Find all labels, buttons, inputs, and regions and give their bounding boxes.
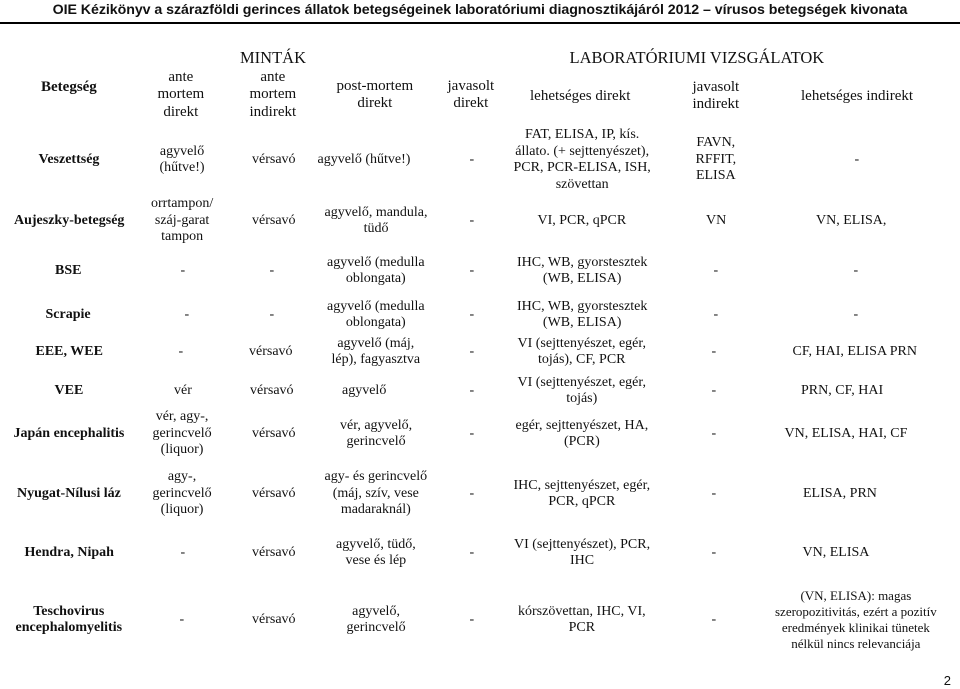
row-3-ante-direkt: [185, 307, 190, 324]
header-javasolt-indirekt-line: javasolt: [692, 78, 740, 95]
row-9-lehetseges-indirekt-line: (VN, ELISA): magas: [800, 588, 912, 603]
header-javasolt-indirekt: [693, 79, 740, 114]
row-8-ante-indirekt: [252, 545, 296, 562]
row-9-lehetseges-indirekt-line: nélkül nincs relevanciája: [791, 636, 921, 651]
row-1-lehetseges-indirekt-line: VN, ELISA,: [816, 212, 887, 228]
row-8-javasolt-direkt-line: -: [469, 544, 475, 560]
header-lehetseges-direkt: [530, 88, 630, 105]
row-7-javasolt-direkt-line: -: [469, 485, 475, 501]
row-5-ante-indirekt-line: vérsavó: [250, 382, 294, 398]
row-5-lehetseges-direkt: [518, 375, 647, 408]
header-lehetseges-indirekt-line: lehetséges indirekt: [801, 87, 914, 104]
row-9-lehetseges-direkt-line: kórszövettan, IHC, VI,: [518, 603, 646, 619]
header-ante-direkt: [158, 69, 205, 122]
row-2-javasolt-indirekt: [714, 263, 719, 280]
row-0-ante-direkt: [160, 144, 205, 177]
row-1-lehetseges-indirekt: [816, 213, 886, 230]
row-9-post-direkt-line: agyvelő,: [352, 603, 400, 619]
row-5-lehetseges-direkt-line: VI (sejttenyészet, egér,: [517, 374, 646, 390]
row-7-ante-direkt-line: (liquor): [160, 502, 204, 518]
row-4-ante-direkt: [179, 344, 184, 361]
row-6-lehetseges-direkt: [516, 418, 649, 451]
row-2-ante-indirekt: [270, 263, 275, 280]
row-5-post-direkt-line: agyvelő: [342, 382, 387, 398]
row-0-ante-direkt-line: agyvelő: [159, 143, 205, 159]
row-3-javasolt-indirekt: [714, 307, 719, 324]
row-3-ante-indirekt-line: -: [269, 306, 275, 322]
row-6-javasolt-direkt-line: -: [469, 425, 475, 441]
header-betegseg: [41, 79, 97, 96]
row-2-javasolt-direkt: [470, 263, 475, 280]
header-lab-line: LABORATÓRIUMI VIZSGÁLATOK: [569, 47, 825, 67]
row-6-post-direkt: [340, 418, 412, 451]
header-ante-indirekt-line: mortem: [249, 86, 297, 103]
row-9-disease-line: encephalomyelitis: [15, 620, 123, 635]
row-6-lehetseges-indirekt: [785, 426, 908, 443]
row-0-disease-line: Veszettség: [38, 151, 100, 167]
row-5-lehetseges-indirekt: [801, 383, 883, 400]
row-0-lehetseges-direkt-line: FAT, ELISA, IP, kís.: [525, 127, 640, 142]
row-8-lehetseges-direkt-line: VI (sejttenyészet), PCR,: [514, 536, 651, 552]
row-1-ante-indirekt: [252, 213, 296, 230]
title-rule: [0, 22, 960, 24]
row-5-javasolt-direkt-line: -: [469, 382, 475, 398]
row-6-disease-line: Japán encephalitis: [13, 425, 125, 441]
row-4-lehetseges-direkt-line: tojás), CF, PCR: [537, 352, 626, 367]
header-post-direkt-line: direkt: [357, 95, 393, 111]
row-8-post-direkt-line: vese és lép: [345, 553, 407, 568]
row-9-javasolt-indirekt-line: -: [711, 611, 717, 627]
row-9-javasolt-direkt: [470, 612, 475, 629]
row-7-javasolt-indirekt: [712, 486, 717, 503]
row-7-lehetseges-indirekt: [803, 486, 877, 503]
row-6-ante-direkt: [153, 409, 212, 459]
row-5-lehetseges-direkt-line: tojás): [566, 391, 598, 406]
row-2-disease-line: BSE: [55, 262, 82, 278]
row-8-disease: [25, 545, 114, 562]
header-ante-direkt-line: ante: [168, 68, 194, 85]
row-3-javasolt-indirekt-line: -: [713, 306, 719, 322]
row-8-ante-indirekt-line: vérsavó: [252, 544, 296, 560]
row-6-javasolt-indirekt: [712, 426, 717, 443]
row-2-javasolt-indirekt-line: -: [713, 262, 719, 278]
row-7-disease: [17, 486, 121, 503]
row-9-lehetseges-direkt: [518, 604, 646, 637]
row-3-lehetseges-direkt-line: (WB, ELISA): [542, 315, 622, 330]
row-1-post-direkt-line: tüdő: [363, 221, 389, 236]
row-9-lehetseges-direkt-line: PCR: [568, 620, 596, 635]
row-7-ante-indirekt-line: vérsavó: [252, 485, 296, 501]
row-2-disease: [55, 263, 81, 280]
row-4-post-direkt-line: agyvelő (máj,: [337, 335, 415, 351]
row-0-ante-direkt-line: (hűtve!): [159, 160, 205, 175]
row-2-ante-direkt-line: -: [180, 262, 186, 278]
header-post-direkt: [337, 78, 414, 113]
row-8-ante-direkt-line: -: [180, 544, 186, 560]
header-post-direkt-line: post-mortem: [336, 77, 414, 94]
row-0-lehetseges-indirekt: [855, 152, 860, 169]
row-3-disease: [46, 307, 91, 324]
row-0-ante-indirekt-line: vérsavó: [252, 151, 296, 167]
row-1-javasolt-direkt: [470, 213, 475, 230]
row-8-lehetseges-indirekt-line: VN, ELISA: [802, 544, 870, 560]
row-4-ante-indirekt: [249, 344, 293, 361]
page-title: OIE Kézikönyv a szárazföldi gerinces állatok betegségeinek laboratóriumi diagnosztikájáról 2012 – vírusos betegségek kivonata: [52, 2, 908, 18]
row-8-post-direkt-line: agyvelő, tüdő,: [336, 536, 416, 552]
row-3-post-direkt-line: oblongata): [345, 315, 406, 330]
row-9-post-direkt-line: gerincvelő: [346, 620, 406, 635]
row-6-javasolt-direkt: [470, 426, 475, 443]
row-9-javasolt-direkt-line: -: [469, 611, 475, 627]
row-4-post-direkt: [332, 336, 421, 369]
row-1-ante-direkt-line: orrtampon/: [151, 196, 214, 212]
row-7-ante-indirekt: [252, 486, 296, 503]
row-0-javasolt-indirekt-line: ELISA: [695, 168, 736, 184]
row-9-lehetseges-indirekt: [775, 588, 937, 652]
row-4-disease: [36, 344, 103, 361]
row-0-post-direkt: [318, 152, 411, 169]
row-5-javasolt-indirekt-line: -: [711, 382, 717, 398]
row-4-lehetseges-direkt: [518, 336, 647, 369]
row-3-ante-direkt-line: -: [184, 306, 190, 322]
row-9-javasolt-indirekt: [712, 612, 717, 629]
row-1-ante-direkt-line: tampon: [161, 229, 204, 245]
row-2-post-direkt: [327, 255, 425, 288]
row-5-ante-direkt: [174, 383, 192, 400]
row-1-post-direkt-line: agyvelő, mandula,: [324, 204, 428, 220]
row-6-post-direkt-line: gerincvelő: [346, 434, 406, 449]
row-3-lehetseges-indirekt-line: -: [853, 306, 859, 322]
row-4-lehetseges-direkt-line: VI (sejttenyészet, egér,: [517, 335, 646, 351]
header-ante-indirekt-line: indirekt: [249, 103, 297, 120]
row-2-javasolt-direkt-line: -: [469, 262, 475, 278]
row-5-lehetseges-indirekt-line: PRN, CF, HAI: [801, 382, 884, 398]
row-0-javasolt-direkt: [470, 152, 475, 169]
row-0-lehetseges-direkt-line: állato. (+ sejttenyészet),: [515, 143, 650, 159]
header-javasolt-direkt-line: direkt: [453, 95, 489, 111]
row-4-post-direkt-line: lép), fagyasztva: [331, 352, 421, 367]
row-7-javasolt-direkt: [470, 486, 475, 503]
row-0-javasolt-indirekt: [696, 135, 737, 185]
header-mintak-line: MINTÁK: [240, 47, 306, 67]
row-4-ante-indirekt-line: vérsavó: [249, 343, 293, 359]
row-1-disease: [14, 213, 124, 230]
row-9-ante-direkt: [180, 612, 185, 629]
header-ante-indirekt-line: ante: [260, 68, 286, 85]
row-1-javasolt-indirekt: [706, 213, 726, 230]
row-7-lehetseges-direkt: [514, 478, 651, 511]
row-8-disease-line: Hendra, Nipah: [24, 544, 114, 560]
page-number: 2: [943, 673, 951, 688]
row-6-lehetseges-direkt-line: (PCR): [563, 434, 600, 449]
header-betegseg-line: Betegség: [41, 78, 97, 95]
row-2-lehetseges-direkt: [517, 255, 647, 288]
row-7-ante-direkt: [153, 469, 212, 519]
row-4-javasolt-indirekt-line: -: [711, 343, 717, 359]
header-javasolt-direkt: [448, 78, 495, 113]
header-lab: [569, 47, 825, 67]
row-5-ante-direkt-line: vér: [174, 382, 192, 398]
row-0-lehetseges-direkt-line: szövettan: [555, 176, 609, 192]
row-9-ante-indirekt-line: vérsavó: [252, 611, 296, 627]
row-5-ante-indirekt: [250, 383, 294, 400]
row-8-post-direkt: [336, 537, 416, 570]
row-3-post-direkt: [327, 299, 425, 332]
row-4-disease-line: EEE, WEE: [35, 343, 103, 359]
row-4-javasolt-direkt: [470, 344, 475, 361]
row-4-javasolt-direkt-line: -: [469, 343, 475, 359]
row-1-ante-direkt: [151, 196, 213, 246]
row-1-ante-direkt-line: száj-garat: [154, 212, 210, 228]
row-8-lehetseges-direkt: [514, 537, 650, 570]
row-8-ante-direkt: [181, 545, 186, 562]
row-7-lehetseges-direkt-line: IHC, sejttenyészet, egér,: [513, 477, 651, 493]
row-0-javasolt-indirekt-line: FAVN,: [696, 135, 736, 151]
row-7-ante-direkt-line: agy-,: [167, 469, 197, 485]
header-ante-direkt-line: mortem: [157, 86, 205, 103]
row-6-ante-direkt-line: vér, agy-,: [155, 409, 209, 425]
row-2-ante-indirekt-line: -: [269, 262, 275, 278]
row-1-disease-line: Aujeszky-betegség: [14, 212, 125, 228]
row-7-post-direkt-line: (máj, szív, vese: [332, 485, 419, 501]
row-6-disease: [14, 426, 125, 443]
header-lehetseges-direkt-line: lehetséges direkt: [530, 87, 631, 104]
row-8-lehetseges-indirekt: [803, 545, 870, 562]
row-5-javasolt-indirekt: [712, 383, 717, 400]
row-3-disease-line: Scrapie: [45, 306, 91, 322]
row-7-lehetseges-direkt-line: PCR, qPCR: [548, 494, 616, 509]
row-0-lehetseges-direkt: [514, 127, 651, 193]
row-5-disease: [55, 383, 84, 400]
row-3-post-direkt-line: agyvelő (medulla: [327, 298, 425, 314]
row-4-ante-direkt-line: -: [178, 343, 184, 359]
row-1-lehetseges-direkt-line: VI, PCR, qPCR: [537, 212, 627, 228]
row-8-javasolt-indirekt-line: -: [711, 544, 717, 560]
row-9-ante-direkt-line: -: [179, 611, 185, 627]
row-1-ante-indirekt-line: vérsavó: [252, 212, 296, 228]
row-8-javasolt-direkt: [470, 545, 475, 562]
row-4-lehetseges-indirekt: [793, 344, 918, 361]
row-8-lehetseges-direkt-line: IHC: [569, 553, 595, 568]
row-2-post-direkt-line: oblongata): [345, 271, 406, 286]
row-3-javasolt-direkt: [470, 307, 475, 324]
header-javasolt-indirekt-line: indirekt: [692, 96, 740, 112]
row-7-ante-direkt-line: gerincvelő: [152, 485, 212, 501]
row-5-disease-line: VEE: [54, 382, 84, 398]
header-javasolt-direkt-line: javasolt: [447, 77, 495, 94]
row-7-post-direkt-line: madaraknál): [340, 502, 411, 518]
row-0-javasolt-indirekt-line: RFFIT,: [695, 151, 737, 167]
row-3-lehetseges-indirekt: [854, 307, 859, 324]
row-0-lehetseges-indirekt-line: -: [854, 151, 860, 167]
row-2-post-direkt-line: agyvelő (medulla: [327, 254, 425, 270]
row-7-javasolt-indirekt-line: -: [711, 485, 717, 501]
row-6-ante-direkt-line: gerincvelő: [152, 425, 212, 441]
row-0-disease: [39, 152, 100, 169]
row-2-lehetseges-direkt-line: IHC, WB, gyorstesztek: [517, 254, 648, 270]
header-ante-indirekt: [250, 69, 297, 122]
row-7-disease-line: Nyugat-Nílusi láz: [17, 485, 121, 501]
row-0-javasolt-direkt-line: -: [469, 151, 475, 167]
row-6-javasolt-indirekt-line: -: [711, 425, 717, 441]
row-1-lehetseges-direkt: [538, 213, 627, 230]
row-1-post-direkt: [325, 205, 428, 238]
row-4-lehetseges-indirekt-line: CF, HAI, ELISA PRN: [792, 343, 918, 359]
row-5-post-direkt: [342, 383, 386, 400]
row-1-javasolt-direkt-line: -: [469, 212, 475, 228]
row-2-lehetseges-indirekt: [854, 263, 859, 280]
row-6-ante-indirekt-line: vérsavó: [252, 425, 296, 441]
row-8-javasolt-indirekt: [712, 545, 717, 562]
row-9-post-direkt: [347, 604, 406, 637]
row-6-lehetseges-indirekt-line: VN, ELISA, HAI, CF: [784, 425, 908, 441]
row-7-post-direkt: [325, 469, 428, 519]
row-9-lehetseges-indirekt-line: szeropozitivitás, ezért a pozitív: [775, 604, 937, 619]
row-0-lehetseges-direkt-line: PCR, PCR-ELISA, ISH,: [513, 160, 651, 175]
row-5-javasolt-direkt: [470, 383, 475, 400]
row-6-ante-indirekt: [252, 426, 296, 443]
row-4-javasolt-indirekt: [712, 344, 717, 361]
row-2-ante-direkt: [181, 263, 186, 280]
row-0-post-direkt-line: agyvelő (hűtve!): [317, 151, 411, 167]
row-2-lehetseges-direkt-line: (WB, ELISA): [542, 271, 622, 286]
header-ante-direkt-line: direkt: [163, 103, 199, 120]
header-mintak: [240, 47, 306, 67]
row-3-javasolt-direkt-line: -: [469, 306, 475, 322]
row-9-disease: [16, 604, 123, 637]
row-6-post-direkt-line: vér, agyvelő,: [340, 417, 413, 433]
row-3-ante-indirekt: [270, 307, 275, 324]
row-1-javasolt-indirekt-line: VN: [706, 212, 727, 228]
row-3-lehetseges-direkt-line: IHC, WB, gyorstesztek: [517, 298, 648, 314]
row-6-ante-direkt-line: (liquor): [160, 442, 204, 458]
row-0-ante-indirekt: [252, 152, 296, 169]
row-9-lehetseges-indirekt-line: eredmények klinikai tünetek: [781, 620, 930, 635]
row-2-lehetseges-indirekt-line: -: [853, 262, 859, 278]
row-3-lehetseges-direkt: [517, 299, 647, 332]
row-7-post-direkt-line: agy- és gerincvelő: [324, 469, 428, 485]
row-7-lehetseges-indirekt-line: ELISA, PRN: [803, 485, 877, 501]
row-9-disease-line: Teschovirus: [33, 603, 105, 619]
header-lehetseges-indirekt: [801, 88, 913, 105]
row-6-lehetseges-direkt-line: egér, sejttenyészet, HA,: [515, 417, 649, 433]
row-9-ante-indirekt: [252, 612, 296, 629]
